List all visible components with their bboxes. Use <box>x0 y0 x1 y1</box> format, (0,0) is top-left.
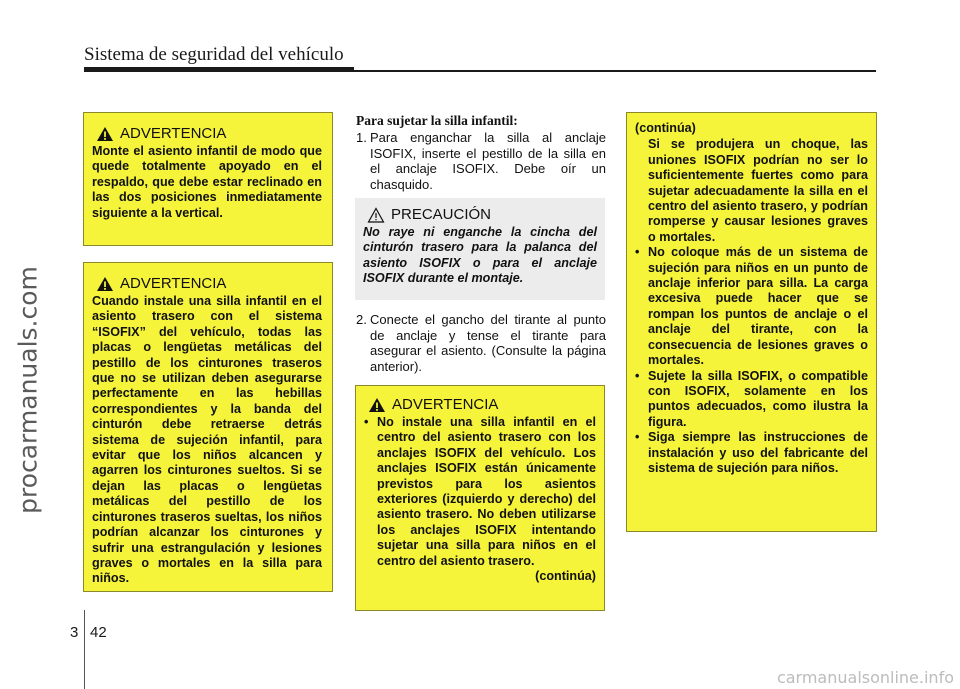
warning-text: Cuando instale una silla infantil en el asiento trasero con el sistema “ISOFIX” del vehículo, todas las placas o lengüetas metálicas del pestillo de los cinturones traseros que no se utilizan deben asegurarse perfectamente en las hebillas correspondientes y la banda del cinturón debe retraerse detrás sistema de sujeción infantil, para evitar que los niños alcancen y agarren los cinturones sueltos. Si se dejan las placas o lengüetas metálicas del pestillo de los cinturones traseros sueltas, los niños podrían alcanzar los cinturones y sufrir una estrangulación y lesiones graves o mortales en la silla para niños. <box>92 294 322 586</box>
step-item <box>356 312 606 374</box>
step-item <box>356 130 606 192</box>
warning-title: ADVERTENCIA <box>120 275 227 292</box>
continued-label: (continúa) <box>635 121 696 135</box>
warning-triangle-icon <box>368 397 386 413</box>
warning-triangle-icon <box>96 276 114 292</box>
step-number: 2. <box>356 312 367 327</box>
continued-bullet-list <box>635 245 868 476</box>
section-heading: Para sujetar la silla infantil: <box>356 113 518 128</box>
warning-text: Monte el asiento infantil de modo que quede totalmente apoyado en el respaldo, que debe estar reclinado en las dos posiciones inmediatamente siguiente a la vertical. <box>92 144 322 220</box>
step-text: Para enganchar la silla al anclaje ISOFIX, inserte el pestillo de la silla en el anclaje ISOFIX. Debe oír un chasquido. <box>370 130 606 192</box>
header-bar <box>84 67 354 72</box>
caution-box <box>355 198 605 300</box>
warning-triangle-icon <box>96 126 114 142</box>
caution-title: PRECAUCIÓN <box>391 206 492 223</box>
page-header-title: Sistema de seguridad del vehículo <box>84 44 344 65</box>
side-watermark-text: procarmanuals.com <box>13 266 43 514</box>
warning-title: ADVERTENCIA <box>120 125 227 142</box>
page-number: 42 <box>90 624 107 641</box>
header-rule <box>354 70 876 72</box>
side-watermark <box>8 225 48 555</box>
step-list-1 <box>356 130 606 192</box>
caution-text: No raye ni enganche la cincha del cinturón trasero para la palanca del asiento ISOFIX o para el anclaje ISOFIX durante el montaje. <box>363 225 597 286</box>
section-number: 3 <box>70 624 79 641</box>
caution-triangle-icon <box>367 207 385 223</box>
warning-box-continued <box>626 112 877 532</box>
warning-bullet-list <box>364 415 596 569</box>
warning-bullet: • No instale una silla infantil en el centro del asiento trasero con los anclajes ISOFIX del vehículo. Los anclajes ISOFIX están únicamente previstos para los asientos exteriores (izquierdo y derecho) del asiento trasero. No deben utilizarse los anclajes ISOFIX intentando sujetar una silla para niños en el centro del asiento trasero. <box>364 415 596 569</box>
warning-box-unused-latches <box>83 262 333 592</box>
step-number: 1. <box>356 130 367 145</box>
warning-box-seat-position <box>83 112 333 246</box>
warning-box-center-seat <box>355 385 605 611</box>
step-list-2 <box>356 312 606 374</box>
footer-watermark: carmanualsonline.info <box>776 668 954 687</box>
continued-bullet: • Sujete la silla ISOFIX, o compatible con ISOFIX, solamente en los puntos adecuados, como ilustra la figura. <box>635 369 868 431</box>
step-text: Conecte el gancho del tirante al punto de anclaje y tense el tirante para asegurar el asiento. (Consulte la página anterior). <box>370 312 606 374</box>
warning-title: ADVERTENCIA <box>392 396 499 413</box>
continued-bullet: • Siga siempre las instrucciones de instalación y uso del fabricante del sistema de sujeción para niños. <box>635 430 868 476</box>
continued-text: Si se produjera un choque, las uniones ISOFIX podrían no ser lo suficientemente fuertes como para sujetar adecuadamente la silla en el centro del asiento trasero, y podrían romperse y causar lesiones graves o mortales. <box>648 137 868 244</box>
continued-bullet: • No coloque más de un sistema de sujeción para niños en un punto de anclaje inferior para silla. La carga excesiva puede hacer que se rompan los puntos de anclaje o el anclaje del tirante, con la consecuencia de lesiones graves o mortales. <box>635 245 868 368</box>
continues-label: (continúa) <box>535 569 596 584</box>
page-number-separator <box>84 610 85 689</box>
